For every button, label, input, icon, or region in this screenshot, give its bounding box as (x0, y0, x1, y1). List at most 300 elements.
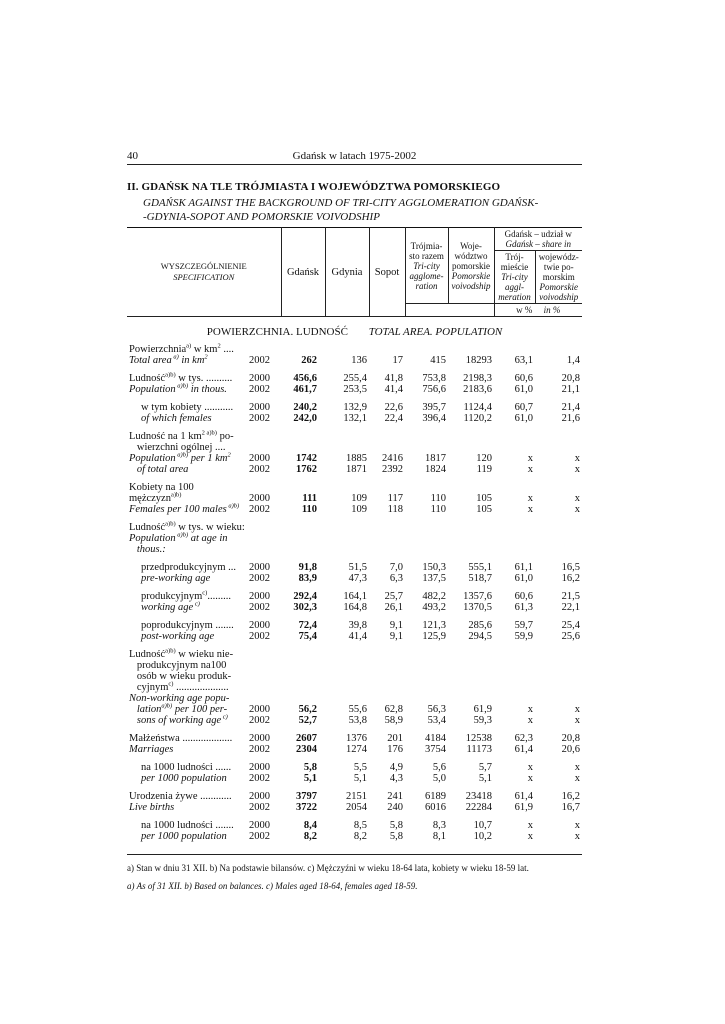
page-number: 40 (127, 150, 138, 162)
cell-share-voiv (535, 515, 582, 555)
cell-value: x (527, 773, 533, 784)
cell-gdansk (281, 813, 325, 842)
cell-value: 23418 (465, 791, 492, 802)
cell-value: 53,8 (348, 715, 367, 726)
cell-value: x (574, 464, 580, 475)
cell-value: 22,1 (561, 602, 580, 613)
cell-value: x (527, 715, 533, 726)
header-tricity-voiv-blank (405, 304, 494, 317)
year-value: 2002 (249, 573, 270, 584)
table-row-population (127, 366, 582, 395)
label-pl: Powierzchnia$^{a)}$ w $km^2$ .... (129, 342, 234, 355)
running-head (127, 148, 582, 165)
subtitle-line-2: -GDYNIA-SOPOT AND POMORSKIE VOIVODSHIP (143, 211, 380, 223)
header-tricity (405, 228, 448, 304)
cell-value: 18293 (465, 355, 492, 366)
footnote-mark: a)b) (165, 647, 176, 655)
label-pl: w tym kobiety ........... (141, 402, 234, 413)
cell-voiv (448, 395, 494, 424)
cell-value: 415 (430, 355, 446, 366)
cell-value: x (574, 453, 580, 464)
cell-gdansk (281, 515, 325, 555)
label-en-cont: of total area (129, 464, 189, 475)
cell-value: 3797 (296, 791, 317, 802)
header-share-voiv-en: Pomorskie voivodship (539, 282, 579, 302)
row-label (127, 366, 247, 395)
cell-gdansk (281, 475, 325, 515)
label-en: per 1000 population (141, 773, 227, 784)
label-pl: poprodukcyjnym ....... (141, 620, 234, 631)
cell-gdynia (325, 642, 369, 726)
cell-value: 253,5 (343, 384, 367, 395)
cell-value: 25,7 (384, 591, 403, 602)
label-en: Marriages (129, 744, 174, 755)
header-tricity-pl: Trójmia- sto razem (409, 240, 444, 261)
table-row-density (127, 424, 582, 475)
cell-value: 8,2 (353, 831, 367, 842)
year-value: 2002 (249, 602, 270, 613)
cell-value: 5,1 (478, 773, 492, 784)
label-pl: na 1000 ludności ...... (141, 762, 232, 773)
header-share-tri-en: Tri-city aggl- meration (498, 272, 531, 302)
cell-value: 51,5 (348, 562, 367, 573)
cell-sopot (369, 584, 405, 613)
cell-value: 1762 (296, 464, 317, 475)
table-row-working (127, 584, 582, 613)
cell-value: 11173 (466, 744, 492, 755)
row-years (247, 755, 281, 784)
cell-value: 109 (351, 493, 367, 504)
cell-value: 60,7 (514, 402, 533, 413)
cell-value: 756,6 (422, 384, 446, 395)
cell-share-tri (494, 424, 535, 475)
cell-value: 150,3 (422, 562, 446, 573)
label-en: Population $^{a)b)}$ in thous. (129, 382, 227, 395)
cell-value: 41,8 (384, 373, 403, 384)
cell-share-voiv (535, 475, 582, 515)
cell-value: 164,8 (343, 602, 367, 613)
row-years (247, 366, 281, 395)
cell-value: 22284 (465, 802, 492, 813)
cell-value: 2304 (296, 744, 317, 755)
cell-gdansk (281, 584, 325, 613)
cell-value: 5,7 (478, 762, 492, 773)
label-en: per 1000 population (141, 831, 227, 842)
section-subtitle (143, 196, 582, 224)
cell-value: 61,0 (514, 413, 533, 424)
row-label (127, 784, 247, 813)
label-pl: Ludność$^{a)b)}$ w tys. w wieku: (129, 520, 245, 533)
row-label (127, 813, 247, 842)
cell-value: 20,8 (561, 373, 580, 384)
cell-gdynia (325, 584, 369, 613)
cell-voiv (448, 424, 494, 475)
cell-value: 1124,4 (463, 402, 492, 413)
cell-value: 61,1 (514, 562, 533, 573)
row-years (247, 613, 281, 642)
cell-value: 8,4 (303, 820, 317, 831)
cell-value: 262 (301, 355, 317, 366)
cell-value: 12538 (465, 733, 492, 744)
header-tricity-en: Tri-city agglome- ration (409, 260, 444, 291)
cell-value: 8,5 (353, 820, 367, 831)
cell-voiv (448, 784, 494, 813)
label-pl: produkcyjnym$^{c)}$......... (141, 589, 231, 602)
cell-value: 1,4 (566, 355, 580, 366)
label-en-cont: thous.: (129, 544, 166, 555)
cell-share-voiv (535, 784, 582, 813)
year-value: 2002 (249, 384, 270, 395)
cell-value: x (574, 831, 580, 842)
label-en-cont: sons of working age $^{c)}$ (129, 713, 228, 726)
cell-value: x (574, 773, 580, 784)
row-years (247, 726, 281, 755)
row-years (247, 395, 281, 424)
cell-sopot (369, 344, 405, 366)
cell-value: 6189 (425, 791, 446, 802)
cell-gdansk (281, 642, 325, 726)
footnotes (127, 854, 582, 891)
header-spec-pl: WYSZCZEGÓLNIENIE (160, 261, 247, 271)
label-pl: Kobiety na 100 mężczyzn$^{a)b)}$ (129, 482, 194, 504)
cell-share-voiv (535, 642, 582, 726)
cell-share-tri (494, 755, 535, 784)
cell-value: 461,7 (293, 384, 317, 395)
cell-value: 118 (387, 504, 403, 515)
cell-value: 61,0 (514, 573, 533, 584)
cell-value: 59,3 (473, 715, 492, 726)
cell-value: 285,6 (468, 620, 492, 631)
section-heading-row (127, 317, 582, 345)
cell-tricity (405, 424, 448, 475)
cell-value: 61,4 (514, 791, 533, 802)
cell-value: 60,6 (514, 373, 533, 384)
cell-value: 91,8 (298, 562, 317, 573)
footnote-mark: 2 (217, 342, 221, 350)
cell-value: 3722 (296, 802, 317, 813)
cell-value: x (574, 820, 580, 831)
cell-voiv (448, 515, 494, 555)
cell-value: 255,4 (343, 373, 367, 384)
cell-value: 61,9 (514, 802, 533, 813)
cell-value: 1357,6 (463, 591, 492, 602)
row-label (127, 642, 247, 726)
cell-gdynia (325, 555, 369, 584)
label-pl: Ludność na 1 $km^{2 a)b)}$ po- (129, 429, 234, 442)
cell-value: 61,3 (514, 602, 533, 613)
cell-gdynia (325, 475, 369, 515)
cell-value: 119 (476, 464, 492, 475)
year-value: 2002 (249, 715, 270, 726)
cell-gdansk (281, 755, 325, 784)
year-value: 2002 (249, 355, 270, 366)
cell-value: 493,2 (422, 602, 446, 613)
label-pl: Urodzenia żywe ............ (129, 791, 232, 802)
cell-value: 240,2 (293, 402, 317, 413)
footnote-mark: a)b) (165, 371, 176, 379)
year-value: 2000 (249, 493, 270, 504)
cell-value: 109 (351, 504, 367, 515)
row-years (247, 813, 281, 842)
cell-value: 16,2 (561, 573, 580, 584)
footnote-mark: a)b) (175, 451, 189, 459)
cell-value: 8,3 (432, 820, 446, 831)
row-label (127, 515, 247, 555)
subtitle-line-1: GDAŃSK AGAINST THE BACKGROUND OF TRI-CITY AGGLOMERATION GDAŃSK- (143, 197, 539, 209)
row-label (127, 555, 247, 584)
label-pl-cont: cyjnym$^{c)}$ .................... (129, 680, 229, 693)
cell-value: 121,3 (422, 620, 446, 631)
cell-share-tri (494, 784, 535, 813)
cell-value: 2054 (346, 802, 367, 813)
cell-value: x (527, 493, 533, 504)
cell-value: x (574, 762, 580, 773)
cell-gdynia (325, 366, 369, 395)
table-row-marriages-per-1000 (127, 755, 582, 784)
cell-value: 1885 (346, 453, 367, 464)
cell-sopot (369, 726, 405, 755)
cell-value: 1274 (346, 744, 367, 755)
label-en: working age $^{c)}$ (141, 600, 200, 613)
cell-value: 111 (302, 493, 317, 504)
cell-value: x (527, 464, 533, 475)
cell-sopot (369, 424, 405, 475)
cell-value: 59,9 (514, 631, 533, 642)
cell-tricity (405, 344, 448, 366)
header-unit-en: in % (543, 305, 561, 315)
cell-tricity (405, 366, 448, 395)
cell-value: 10,2 (473, 831, 492, 842)
cell-value: 56,2 (298, 704, 317, 715)
cell-value: 62,3 (514, 733, 533, 744)
cell-value: 21,6 (561, 413, 580, 424)
cell-share-tri (494, 366, 535, 395)
cell-value: 21,5 (561, 591, 580, 602)
cell-share-voiv (535, 344, 582, 366)
cell-value: 63,1 (514, 355, 533, 366)
row-years (247, 784, 281, 813)
header-gdynia: Gdynia (325, 228, 369, 317)
cell-value: 5,0 (432, 773, 446, 784)
cell-value: 110 (430, 493, 446, 504)
section-title: II. GDAŃSK NA TLE TRÓJMIASTA I WOJEWÓDZTWA POMORSKIEGO (127, 181, 501, 193)
cell-sopot (369, 813, 405, 842)
header-share-pl: Gdańsk – udział w (504, 229, 572, 239)
cell-value: 110 (430, 504, 446, 515)
cell-voiv (448, 755, 494, 784)
cell-share-tri (494, 584, 535, 613)
year-value: 2000 (249, 704, 270, 715)
cell-value: 2183,6 (463, 384, 492, 395)
cell-value: 395,7 (422, 402, 446, 413)
cell-value: 482,2 (422, 591, 446, 602)
cell-value: 1742 (296, 453, 317, 464)
cell-value: 75,4 (298, 631, 317, 642)
year-value: 2000 (249, 591, 270, 602)
row-label (127, 395, 247, 424)
row-years (247, 584, 281, 613)
year-value: 2002 (249, 464, 270, 475)
label-pl-cont: osób w wieku produk- (129, 671, 232, 682)
label-en: Population $^{a)b)}$ per 1 $km^2$ (129, 451, 231, 464)
year-value: 2002 (249, 413, 270, 424)
footnote-mark: a)b) (161, 702, 173, 710)
year-value: 2000 (249, 762, 270, 773)
row-years (247, 642, 281, 726)
cell-value: 176 (387, 744, 403, 755)
cell-value: 5,8 (389, 831, 403, 842)
cell-gdansk (281, 555, 325, 584)
cell-value: 16,5 (561, 562, 580, 573)
footnote-mark: a) (186, 342, 192, 350)
cell-gdynia (325, 813, 369, 842)
cell-tricity (405, 395, 448, 424)
cell-value: 110 (301, 504, 317, 515)
cell-share-tri (494, 613, 535, 642)
cell-value: 2607 (296, 733, 317, 744)
cell-value: 132,9 (343, 402, 367, 413)
footnote-mark: c) (193, 600, 200, 608)
cell-value: 10,7 (473, 820, 492, 831)
cell-value: 292,4 (293, 591, 317, 602)
cell-share-voiv (535, 424, 582, 475)
label-en: Females per 100 males $^{a)b)}$ (129, 502, 240, 515)
cell-value: 4184 (425, 733, 446, 744)
cell-value: 61,0 (514, 384, 533, 395)
header-sopot: Sopot (369, 228, 405, 317)
table-row-pre-working (127, 555, 582, 584)
row-label (127, 613, 247, 642)
cell-value: 17 (392, 355, 403, 366)
cell-value: 396,4 (422, 413, 446, 424)
cell-share-voiv (535, 395, 582, 424)
cell-sopot (369, 613, 405, 642)
cell-share-voiv (535, 755, 582, 784)
year-value: 2002 (249, 831, 270, 842)
row-label (127, 726, 247, 755)
cell-value: 9,1 (389, 631, 403, 642)
cell-value: x (527, 453, 533, 464)
cell-gdynia (325, 424, 369, 475)
table-row-post-working (127, 613, 582, 642)
label-pl: przedprodukcyjnym ... (141, 562, 237, 573)
cell-value: 5,8 (303, 762, 317, 773)
cell-value: 9,1 (389, 620, 403, 631)
cell-value: 241 (387, 791, 403, 802)
cell-value: 61,4 (514, 744, 533, 755)
label-en: Total area $^{a)}$ in $km^2$ (129, 353, 208, 366)
cell-voiv (448, 613, 494, 642)
row-years (247, 475, 281, 515)
cell-value: 83,9 (298, 573, 317, 584)
cell-value: 59,7 (514, 620, 533, 631)
year-value: 2000 (249, 791, 270, 802)
header-voiv-pl: Woje- wództwo pomorskie (452, 240, 490, 271)
cell-value: 2198,3 (463, 373, 492, 384)
cell-tricity (405, 515, 448, 555)
cell-sopot (369, 555, 405, 584)
cell-value: 302,3 (293, 602, 317, 613)
cell-share-voiv (535, 555, 582, 584)
cell-value: 5,1 (303, 773, 317, 784)
cell-share-tri (494, 515, 535, 555)
cell-value: 456,6 (293, 373, 317, 384)
header-unit-pl: w % (516, 305, 533, 315)
cell-value: 52,7 (298, 715, 317, 726)
cell-sopot (369, 395, 405, 424)
row-label (127, 584, 247, 613)
header-share-en: Gdańsk – share in (505, 239, 571, 249)
header-spec-en: SPECIFICATION (173, 272, 235, 282)
cell-value: 3754 (425, 744, 446, 755)
table-row-births-per-1000 (127, 813, 582, 842)
cell-voiv (448, 726, 494, 755)
row-label (127, 344, 247, 366)
label-pl: Małżeństwa ................... (129, 733, 233, 744)
header-share-tricity (494, 251, 535, 304)
cell-sopot (369, 515, 405, 555)
footnote-mark: 2 (227, 451, 231, 459)
cell-share-tri (494, 395, 535, 424)
cell-gdansk (281, 344, 325, 366)
cell-gdynia (325, 395, 369, 424)
cell-gdynia (325, 755, 369, 784)
cell-tricity (405, 475, 448, 515)
cell-gdynia (325, 784, 369, 813)
cell-value: 164,1 (343, 591, 367, 602)
year-value: 2000 (249, 373, 270, 384)
cell-value: 8,2 (303, 831, 317, 842)
cell-tricity (405, 642, 448, 726)
header-share-voiv-pl: wojewódz- twie po- morskim (538, 252, 579, 282)
label-pl: na 1000 ludności ....... (141, 820, 234, 831)
year-value: 2000 (249, 820, 270, 831)
cell-value: 137,5 (422, 573, 446, 584)
page (127, 148, 582, 891)
cell-share-voiv (535, 584, 582, 613)
cell-value: 25,4 (561, 620, 580, 631)
footnote-mark: a)b) (175, 531, 189, 539)
section-heading-en: TOTAL AREA. POPULATION (368, 326, 503, 338)
cell-value: 53,4 (427, 715, 446, 726)
cell-sopot (369, 366, 405, 395)
label-en: of which females (141, 413, 212, 424)
cell-value: 22,4 (384, 413, 403, 424)
label-pl: Ludność$^{a)b)}$ w wieku nie- (129, 647, 234, 660)
cell-value: 294,5 (468, 631, 492, 642)
cell-value: 8,1 (432, 831, 446, 842)
year-value: 2000 (249, 453, 270, 464)
cell-gdansk (281, 726, 325, 755)
cell-value: 22,6 (384, 402, 403, 413)
cell-value: 58,9 (384, 715, 403, 726)
running-title: Gdańsk w latach 1975-2002 (292, 150, 417, 162)
cell-gdansk (281, 784, 325, 813)
label-en: post-working age (141, 631, 215, 642)
cell-share-voiv (535, 613, 582, 642)
cell-tricity (405, 755, 448, 784)
footnote-pl: a) Stan w dniu 31 XII. b) Na podstawie bilansów. c) Mężczyźni w wieku 18-64 lata, kobiety w wieku 18-59 lat. (127, 863, 529, 873)
cell-value: x (527, 820, 533, 831)
cell-value: 41,4 (384, 384, 403, 395)
cell-value: 61,9 (473, 704, 492, 715)
cell-voiv (448, 642, 494, 726)
cell-value: 55,6 (348, 704, 367, 715)
cell-voiv (448, 344, 494, 366)
row-label (127, 424, 247, 475)
cell-value: x (574, 493, 580, 504)
cell-gdansk (281, 366, 325, 395)
